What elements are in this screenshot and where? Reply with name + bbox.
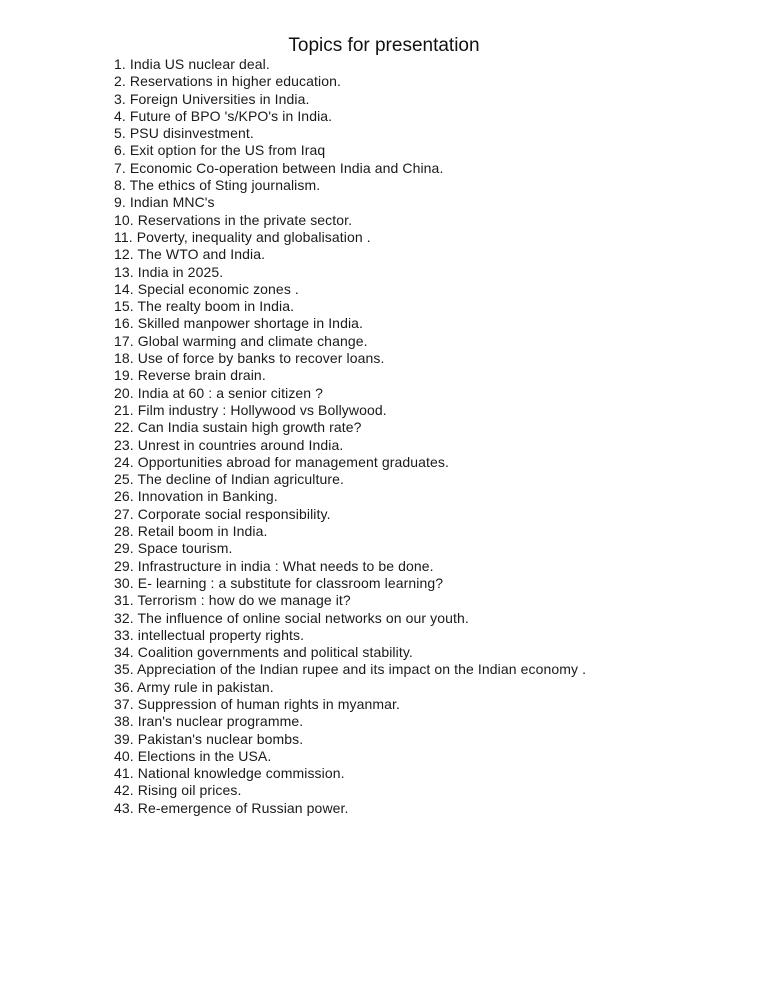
list-item: 1. India US nuclear deal. xyxy=(114,56,270,72)
list-item: 21. Film industry : Hollywood vs Bollywood. xyxy=(114,401,387,418)
list-item: 15. The realty boom in India. xyxy=(114,298,295,315)
list-item: 16. Skilled manpower shortage in India. xyxy=(114,315,364,332)
list-item: 12. The WTO and India. xyxy=(114,246,266,263)
list-item: 24. Opportunities abroad for management graduates. xyxy=(114,453,449,470)
page-title: Topics for presentation xyxy=(288,35,480,56)
list-item: 28. Retail boom in India. xyxy=(114,523,268,540)
list-item: 34. Coalition governments and political stability. xyxy=(114,644,413,661)
list-item: 43. Re-emergence of Russian power. xyxy=(114,799,349,816)
list-item: 5. PSU disinvestment. xyxy=(114,125,254,142)
topic-list xyxy=(114,56,586,817)
list-item: 29. Infrastructure in india : What needs to be done. xyxy=(114,557,434,574)
list-item: 20. India at 60 : a senior citizen ? xyxy=(114,384,324,401)
list-item: 17. Global warming and climate change. xyxy=(114,332,368,349)
list-item: 13. India in 2025. xyxy=(114,263,224,280)
list-item: 18. Use of force by banks to recover loans. xyxy=(114,350,385,367)
list-item: 26. Innovation in Banking. xyxy=(114,488,278,505)
list-item: 2. Reservations in higher education. xyxy=(114,73,341,90)
list-item: 42. Rising oil prices. xyxy=(114,782,242,799)
list-item: 23. Unrest in countries around India. xyxy=(114,436,344,453)
list-item: 9. Indian MNC's xyxy=(114,194,215,211)
list-item: 40. Elections in the USA. xyxy=(114,747,272,764)
list-item: 14. Special economic zones . xyxy=(114,280,299,297)
list-item: 39. Pakistan's nuclear bombs. xyxy=(114,730,304,747)
list-item: 29. Space tourism. xyxy=(114,540,233,557)
list-item: 37. Suppression of human rights in myanmar. xyxy=(114,695,401,712)
list-item: 6. Exit option for the US from Iraq xyxy=(114,142,326,159)
list-item: 32. The influence of online social networks on our youth. xyxy=(114,609,469,626)
list-item: 22. Can India sustain high growth rate? xyxy=(114,419,362,436)
list-item: 8. The ethics of Sting journalism. xyxy=(114,177,321,194)
list-item: 33. intellectual property rights. xyxy=(114,626,305,643)
list-item: 30. E- learning : a substitute for classroom learning? xyxy=(114,574,444,591)
list-item: 10. Reservations in the private sector. xyxy=(114,211,353,228)
list-item: 25. The decline of Indian agriculture. xyxy=(114,471,345,488)
list-item: 4. Future of BPO 's/KPO's in India. xyxy=(114,107,333,124)
list-item: 41. National knowledge commission. xyxy=(114,765,345,782)
list-item: 36. Army rule in pakistan. xyxy=(114,678,274,695)
list-item: 7. Economic Co-operation between India and China. xyxy=(114,159,444,176)
list-item: 27. Corporate social responsibility. xyxy=(114,505,331,522)
list-item: 11. Poverty, inequality and globalisation . xyxy=(114,228,371,245)
list-item: 35. Appreciation of the Indian rupee and its impact on the Indian economy . xyxy=(114,661,587,678)
list-item: 31. Terrorism : how do we manage it? xyxy=(114,592,351,609)
list-item: 19. Reverse brain drain. xyxy=(114,367,266,384)
list-item: 3. Foreign Universities in India. xyxy=(114,90,310,107)
list-item: 38. Iran's nuclear programme. xyxy=(114,713,304,730)
